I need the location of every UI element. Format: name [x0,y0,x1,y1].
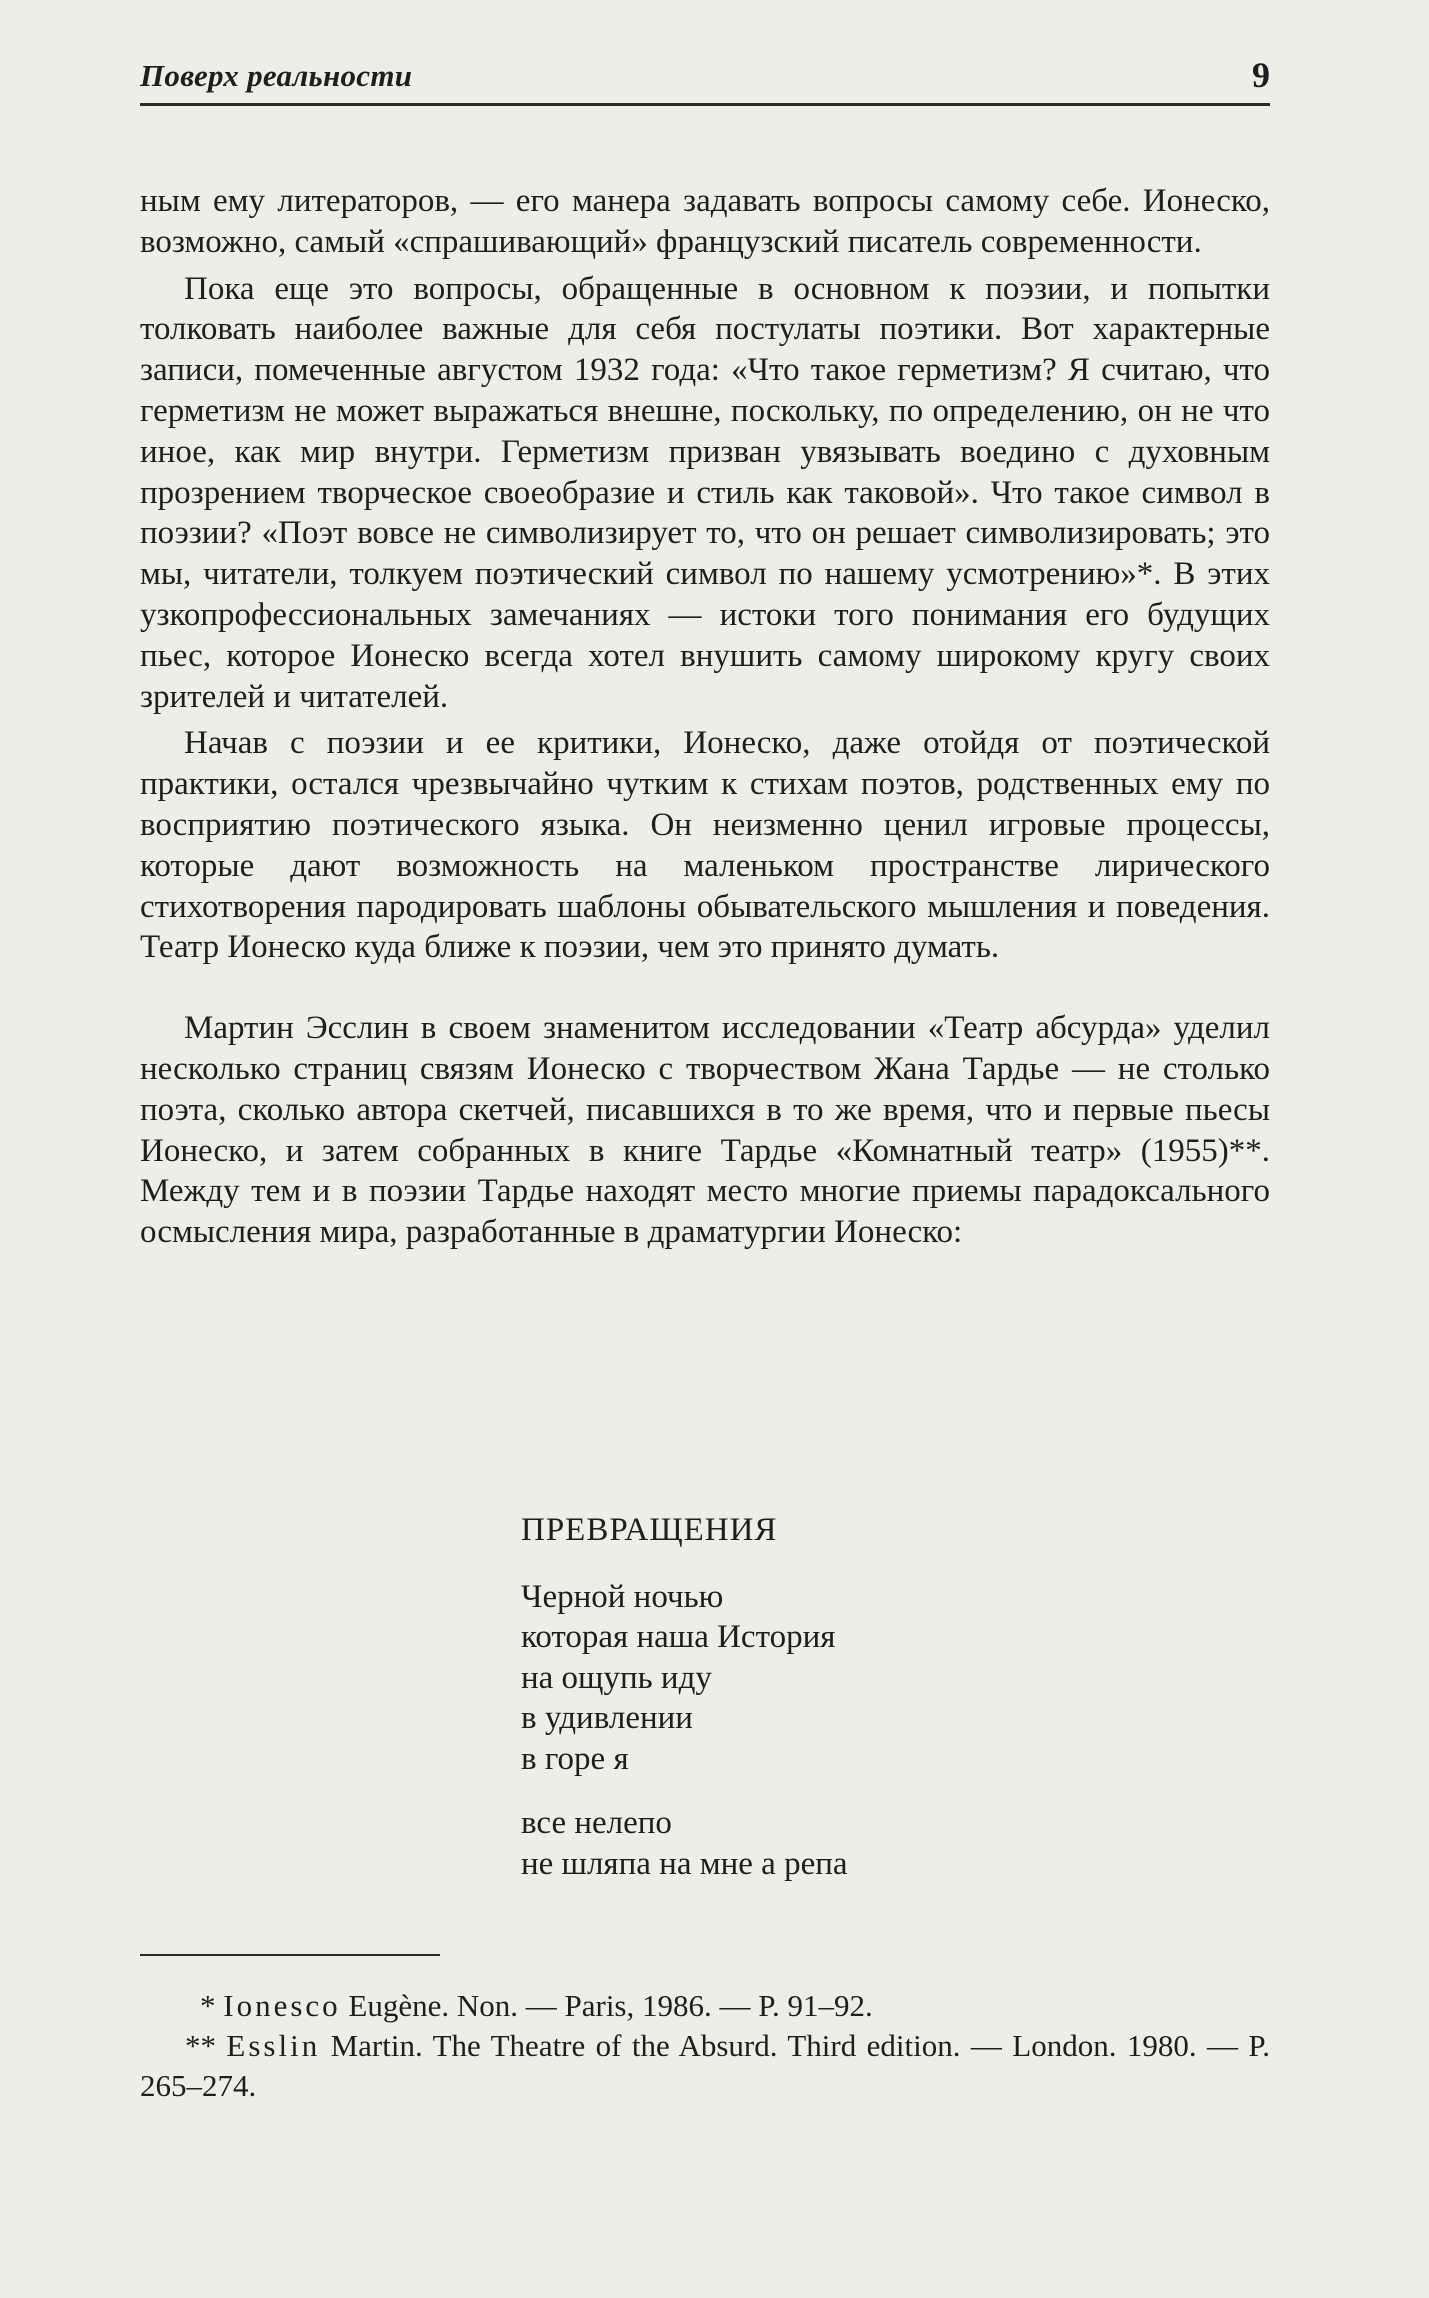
poem-line: в удивлении [521,1700,693,1736]
paragraph-4: Мартин Эсслин в своем знаменитом исследовании «Театр абсурда» уделил несколько страниц связям Ионеско с творчеством Жана Тардье — не столько поэта, сколько автора скетчей, писавшихся в то же время, что и первые пьесы Ионеско, и затем собранных в книге Тардье «Комнатный театр» (1955)**. Между тем и в поэзии Тардье находят место многие приемы парадоксального осмысления мира, разработанные в драматургии Ионеско: [140,1010,1270,1251]
poem [521,1510,848,1884]
poem-line: Черной ночью [521,1578,724,1615]
paragraph-1: ным ему литераторов, — его манера задавать вопросы самому себе. Ионеско, возможно, самый «спрашивающий» французский писатель современности. [140,183,1270,260]
footnote-mark: * [200,1988,216,2023]
stanza-gap [521,1779,848,1803]
footnote-mark: ** [185,2028,216,2063]
poem-line: все нелепо [521,1805,672,1841]
poem-line: на ощупь иду [521,1659,712,1696]
footnote-author: Ionesco [223,1988,341,2023]
paragraph-2: Пока еще это вопросы, обращенные в основном к поэзии, и попытки толковать наиболее важные для себя постулаты поэтики. Вот характерные записи, помеченные августом 1932 года: «Что такое герметизм? Я считаю, что герметизм не может выражаться внешне, поскольку, по определению, он не что иное, как мир внутри. Герметизм призван увязывать воедино с духовным прозрением творческое своеобразие и стиль как таковой». Что такое символ в поэзии? «Поэт вовсе не символизирует то, что он решает символизировать; это мы, читатели, толкуем поэтический символ по нашему усмотрению»*. В этих узкопрофессиональных замечаниях — истоки того понимания его будущих пьес, которое Ионеско всегда хотел внушить самому широкому кругу своих зрителей и читателей. [140,270,1270,715]
poem-line: которая наша История [521,1619,836,1655]
poem-line: в горе я [521,1740,629,1777]
poem-line: не шляпа на мне а репа [521,1845,848,1882]
footnote-rule [140,1954,440,1956]
header-rule [140,103,1270,106]
running-title: Поверх реальности [140,58,413,93]
footnote-1 [140,1986,1270,2026]
footnote-2 [140,2026,1270,2106]
body-text [140,181,1270,1253]
poem-title: ПРЕВРАЩЕНИЯ [521,1512,778,1548]
page-number: 9 [1252,55,1270,95]
footnote-text: Martin. The Theatre of the Absurd. Third edition. — London. 1980. — P. 265–274. [140,2028,1270,2103]
footnote-author: Esslin [226,2028,321,2063]
footnote-text: Eugène. Non. — Paris, 1986. — P. 91–92. [348,1988,873,2023]
page-header [140,52,1270,102]
footnotes [140,1986,1270,2106]
paragraph-3: Начав с поэзии и ее критики, Ионеско, даже отойдя от поэтической практики, остался чрезвычайно чутким к стихам поэтов, родственных ему по восприятию поэтического языка. Он неизменно ценил игровые процессы, которые дают возможность на маленьком пространстве лирического стихотворения пародировать шаблоны обывательского мышления и поведения. Театр Ионеско куда ближе к поэзии, чем это принято думать. [140,725,1270,966]
section-gap [140,968,1270,1008]
